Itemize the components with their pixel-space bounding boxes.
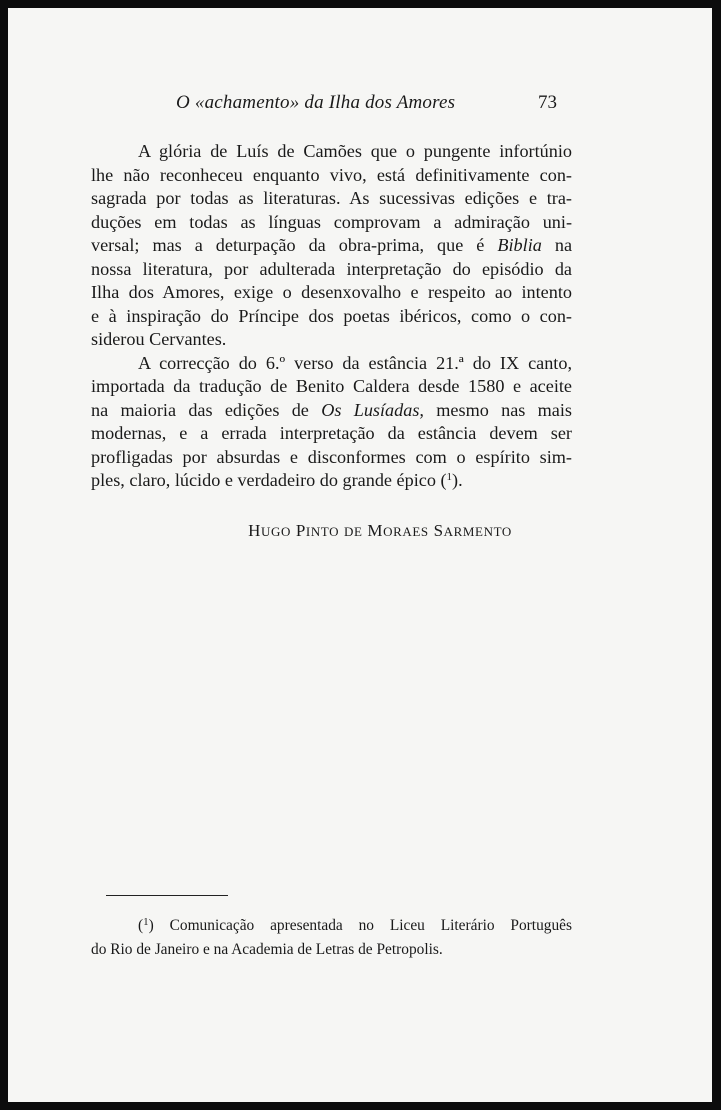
footnote-line: ($^1$) Comunicação apresentada no Liceu Literário Português	[138, 916, 572, 934]
text-line: A glória de Luís de Camões que o pungente infortúnio	[138, 141, 572, 161]
text-line: na maioria das edições de Os Lusíadas, mesmo nas mais	[91, 399, 573, 420]
footnote-marker: 1	[143, 916, 149, 928]
text-line: modernas, e a errada interpretação da estância devem ser	[91, 423, 572, 443]
italic-word: Biblia	[497, 235, 542, 255]
running-title: O «achamento» da Ilha dos Amores	[176, 92, 456, 113]
footnote-divider	[106, 895, 228, 896]
page	[8, 8, 712, 1102]
text-line: sagrada por todas as literaturas. As sucessivas edições e tra-	[91, 188, 572, 208]
page-number: 73	[538, 92, 557, 113]
text-line: duções em todas as línguas comprovam a admiração uni-	[91, 211, 572, 232]
footnote-ref: 1	[446, 471, 453, 483]
article-body	[91, 140, 572, 493]
text-line: e à inspiração do Príncipe dos poetas ibéricos, como o con-	[91, 305, 572, 326]
footnote	[91, 915, 572, 962]
text-line: nossa literatura, por adulterada interpretação do episódio da	[91, 258, 572, 279]
text-line: A correcção do 6.º verso da estância 21.ª do IX canto,	[138, 352, 572, 373]
text-line: Ilha dos Amores, exige o desenxovalho e respeito ao intento	[91, 282, 572, 302]
text-line: versal; mas a deturpação da obra-prima, que é Biblia na	[91, 235, 573, 255]
text-line: importada da tradução de Benito Caldera desde 1580 e aceite	[91, 376, 572, 396]
running-head	[8, 92, 712, 118]
text-line: lhe não reconheceu enquanto vivo, está definitivamente con-	[91, 164, 572, 185]
text-line: ples, claro, lúcido e verdadeiro do grande épico ($^1$).	[91, 470, 463, 490]
text-line: profligadas por absurdas e disconformes com o espírito sim-	[91, 446, 572, 467]
author-signature: HUGO PINTO DE MORAES SARMENTO	[248, 521, 512, 540]
italic-title: Os Lusíadas,	[321, 399, 424, 420]
text-line: siderou Cervantes.	[91, 329, 227, 349]
footnote-line: do Rio de Janeiro e na Academia de Letras de Petropolis.	[91, 940, 443, 958]
